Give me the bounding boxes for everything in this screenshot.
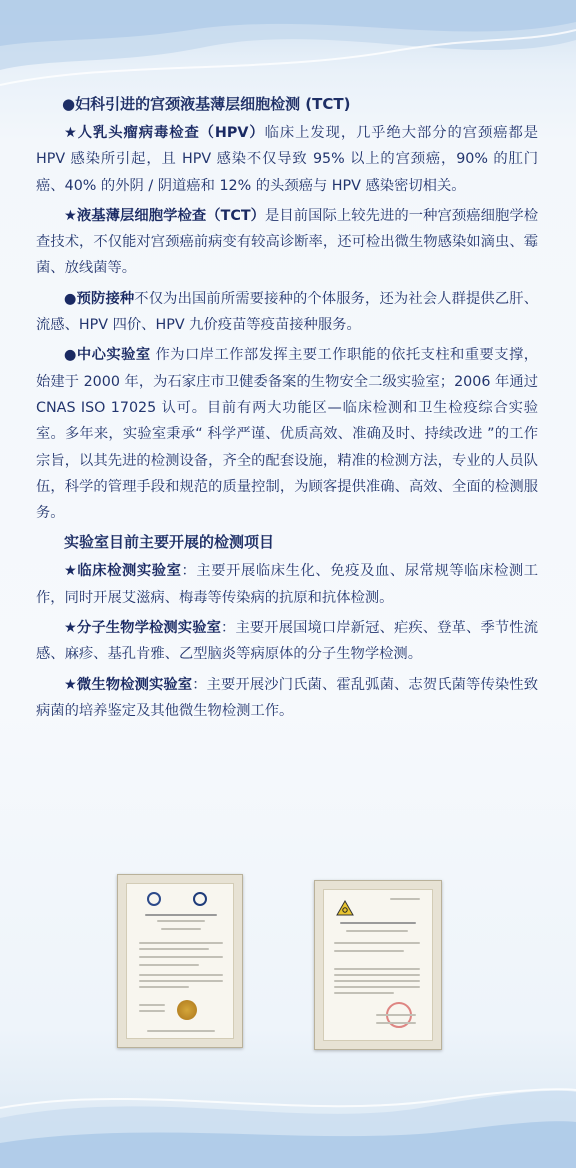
text-molecular-lab: ：主要开展国境口岸新冠、疟疾、登革、季节性流感、麻疹、基孔肯雅、乙型脑炎等病原体的分子生物学检测。 bbox=[36, 620, 538, 663]
paragraph-hpv bbox=[36, 120, 538, 199]
section-heading-projects: 实验室目前主要开展的检测项目 bbox=[64, 533, 275, 552]
biohazard-icon bbox=[336, 900, 354, 916]
paragraph-molecular-lab bbox=[36, 615, 538, 668]
lead-molecular-lab: ★分子生物学检测实验室 bbox=[64, 620, 222, 637]
text-clinical-lab: ：主要开展临床生化、免疫及血、尿常规等临床检测工作，同时开展艾滋病、梅毒等传染病的抗原和抗体检测。 bbox=[36, 563, 539, 606]
bottom-wave-decoration bbox=[0, 1048, 576, 1168]
lead-clinical-lab: ★临床检测实验室 bbox=[64, 563, 182, 580]
cnas-logo-icon bbox=[193, 892, 207, 906]
text-hpv: 临床上发现，几乎绝大部分的宫颈癌都是 HPV 感染所引起，且 HPV 感染不仅导致 95% 以上的宫颈癌，90% 的肛门癌、40% 的外阴 / 阴道癌和 12% 的头颈癌与 HPV 感染密切相关。 bbox=[36, 125, 539, 194]
lead-central-lab: ●中心实验室 bbox=[64, 347, 151, 364]
section-heading-tct: ●妇科引进的宫颈液基薄层细胞检测 (TCT) bbox=[62, 95, 351, 113]
paragraph-microbiology-lab bbox=[36, 672, 538, 725]
cnas-certificate-image bbox=[117, 874, 243, 1048]
biosafety-certificate-image bbox=[314, 880, 442, 1050]
lead-microbiology-lab: ★微生物检测实验室 bbox=[64, 676, 193, 693]
text-tct: 是目前国际上较先进的一种宫颈癌细胞学检查技术，不仅能对宫颈癌前病变有较高诊断率，还可检出微生物感染如滴虫、霉菌、放线菌等。 bbox=[36, 207, 538, 277]
text-microbiology-lab: ：主要开展沙门氏菌、霍乱弧菌、志贺氏菌等传染性致病菌的培养鉴定及其他微生物检测工作。 bbox=[36, 676, 538, 719]
paragraph-central-lab bbox=[36, 342, 538, 526]
lead-vaccination: ●预防接种 bbox=[64, 290, 135, 307]
ilac-logo-icon bbox=[147, 892, 161, 906]
gold-seal-icon bbox=[177, 1000, 197, 1020]
paragraph-tct bbox=[36, 203, 538, 282]
paragraph-clinical-lab bbox=[36, 558, 538, 611]
lead-hpv: ★人乳头瘤病毒检查（HPV） bbox=[64, 125, 265, 141]
text-vaccination: 不仅为出国前所需要接种的个体服务，还为社会人群提供乙肝、流感、HPV 四价、HPV 九价疫苗等疫苗接种服务。 bbox=[36, 290, 538, 334]
paragraph-vaccination bbox=[36, 286, 538, 339]
text-central-lab: 作为口岸工作部发挥主要工作职能的依托支柱和重要支撑，始建于 2000 年，为石家庄市卫健委备案的生物安全二级实验室；2006 年通过 CNAS ISO 17025 认可。目前有两大功能区—临床检测和卫生检疫综合实验室。多年来，实验室秉承“ 科学严谨、优质高效、准确及时、持续改进 ”的工作宗旨，以其先进的检测设备，齐全的配套设施，精准的检测方法，专业的人员队伍，科学的管理手段和规范的质量控制，为顾客提供准确、高效、全面的检测服务。 bbox=[36, 347, 538, 522]
article-body bbox=[0, 92, 576, 728]
certificate-images bbox=[0, 874, 576, 1054]
lead-tct: ★液基薄层细胞学检查（TCT） bbox=[64, 207, 266, 224]
